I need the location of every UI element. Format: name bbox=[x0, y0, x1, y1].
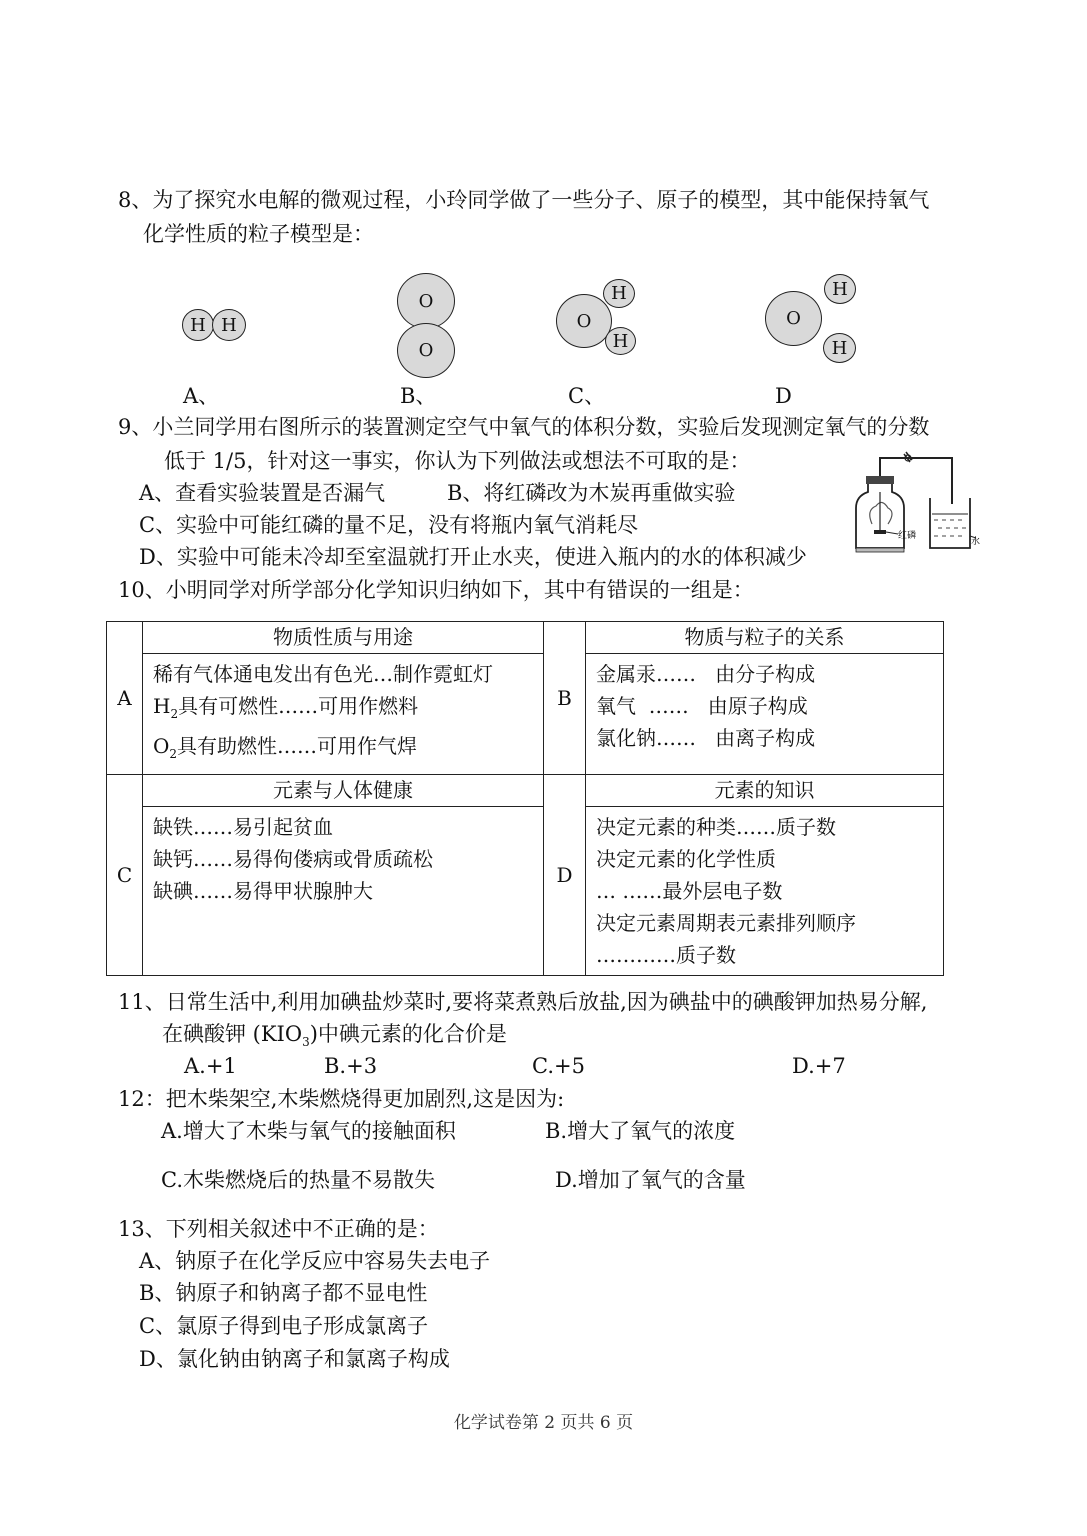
group-c-line: 缺钙……易得佝偻病或骨质疏松 bbox=[153, 847, 433, 871]
group-c-content bbox=[143, 807, 544, 976]
water-label: 水 bbox=[971, 537, 981, 547]
q11-option-a: A.+1 bbox=[184, 1054, 237, 1078]
q8-stem-line2: 化学性质的粒子模型是： bbox=[143, 222, 374, 246]
q8-option-b: B、 bbox=[400, 384, 437, 408]
group-a-line: $H_2$具有可燃性……可用作燃料 bbox=[153, 694, 419, 721]
oxygen-measurement-apparatus bbox=[852, 448, 984, 554]
oxygen-atom: O bbox=[397, 323, 455, 378]
group-d-line: 决定元素的种类……质子数 bbox=[596, 815, 836, 839]
hydrogen-atom: H bbox=[182, 309, 214, 341]
group-d-header: 元素的知识 bbox=[586, 775, 944, 807]
q11-stem-line2: 在碘酸钾 $(KIO_3)$中碘元素的化合价是 bbox=[162, 1022, 507, 1050]
group-b-label: B bbox=[544, 622, 586, 775]
group-d-content bbox=[586, 807, 944, 976]
q12-stem: 12：把木柴架空,木柴燃烧得更加剧烈,这是因为: bbox=[118, 1087, 565, 1111]
q13-option-b: B、钠原子和钠离子都不显电性 bbox=[139, 1281, 428, 1305]
group-d-label: D bbox=[544, 775, 586, 976]
q9-option-c: C、实验中可能红磷的量不足，没有将瓶内氧气消耗尽 bbox=[139, 513, 639, 537]
hydrogen-atom: H bbox=[823, 333, 856, 363]
group-b-line: 氯化钠…… 由离子构成 bbox=[596, 726, 816, 750]
q13-option-c: C、氯原子得到电子形成氯离子 bbox=[139, 1314, 429, 1338]
group-a-line: 稀有气体通电发出有色光…制作霓虹灯 bbox=[153, 662, 493, 686]
hydrogen-atom: H bbox=[212, 309, 246, 341]
q8-option-d: D bbox=[775, 384, 792, 408]
group-a-header: 物质性质与用途 bbox=[143, 622, 544, 654]
q8-option-c: C、 bbox=[568, 384, 606, 408]
group-a-content bbox=[143, 654, 544, 775]
q12-option-d: D.增加了氧气的含量 bbox=[555, 1168, 746, 1192]
q8-stem-line1: 8、为了探究水电解的微观过程，小玲同学做了一些分子、原子的模型，其中能保持氧气 bbox=[118, 188, 930, 212]
group-b-header: 物质与粒子的关系 bbox=[586, 622, 944, 654]
q13-stem: 13、下列相关叙述中不正确的是： bbox=[118, 1217, 439, 1241]
knowledge-table bbox=[106, 621, 944, 976]
hydrogen-atom: H bbox=[824, 274, 856, 304]
q11-stem-line1: 11、日常生活中,利用加碘盐炒菜时,要将菜煮熟后放盐,因为碘盐中的碘酸钾加热易分解, bbox=[118, 990, 928, 1014]
q9-option-a: A、查看实验装置是否漏气 bbox=[139, 481, 386, 505]
q9-stem-line1: 9、小兰同学用右图所示的装置测定空气中氧气的体积分数，实验后发现测定氧气的分数 bbox=[118, 415, 930, 439]
q11-option-c: C.+5 bbox=[532, 1054, 585, 1078]
q11-option-d: D.+7 bbox=[792, 1054, 846, 1078]
q12-option-b: B.增大了氧气的浓度 bbox=[545, 1119, 736, 1143]
group-d-line: 决定元素周期表元素排列顺序 bbox=[596, 911, 856, 935]
page-footer: 化学试卷第 2 页共 6 页 bbox=[453, 1413, 634, 1433]
oxygen-atom: O bbox=[556, 294, 612, 348]
group-a-label: A bbox=[107, 622, 143, 775]
q12-option-c: C.木柴燃烧后的热量不易散失 bbox=[161, 1168, 435, 1192]
q12-option-a: A.增大了木柴与氧气的接触面积 bbox=[161, 1119, 456, 1143]
group-b-line: 氧气 …… 由原子构成 bbox=[596, 694, 808, 718]
q13-option-a: A、钠原子在化学反应中容易失去电子 bbox=[139, 1249, 491, 1273]
group-a-line: $O_2$具有助燃性……可用作气焊 bbox=[153, 734, 418, 761]
group-c-line: 缺铁……易引起贫血 bbox=[153, 815, 333, 839]
oxygen-atom: O bbox=[397, 273, 455, 329]
q8-option-a: A、 bbox=[183, 384, 220, 408]
q11-option-b: B.+3 bbox=[324, 1054, 378, 1078]
group-d-line: 决定元素的化学性质 bbox=[596, 847, 776, 871]
q13-option-d: D、氯化钠由钠离子和氯离子构成 bbox=[139, 1347, 450, 1371]
q9-option-b: B、将红磷改为木炭再重做实验 bbox=[447, 481, 736, 505]
q10-stem: 10、小明同学对所学部分化学知识归纳如下，其中有错误的一组是： bbox=[118, 578, 754, 602]
group-d-line: … ……最外层电子数 bbox=[596, 879, 783, 903]
group-d-line: …………质子数 bbox=[596, 943, 736, 967]
group-b-content bbox=[586, 654, 944, 775]
group-c-label: C bbox=[107, 775, 143, 976]
group-b-line: 金属汞…… 由分子构成 bbox=[596, 662, 816, 686]
group-c-header: 元素与人体健康 bbox=[143, 775, 544, 807]
oxygen-atom: O bbox=[765, 291, 822, 346]
hydrogen-atom: H bbox=[603, 279, 635, 308]
q9-stem-line2: 低于 1/5，针对这一事实，你认为下列做法或想法不可取的是： bbox=[164, 449, 751, 473]
group-c-line: 缺碘……易得甲状腺肿大 bbox=[153, 879, 373, 903]
q9-option-d: D、实验中可能未冷却至室温就打开止水夹，使进入瓶内的水的体积减少 bbox=[139, 545, 807, 569]
phosphorus-label: 红磷 bbox=[898, 531, 917, 541]
hydrogen-atom: H bbox=[605, 327, 636, 355]
